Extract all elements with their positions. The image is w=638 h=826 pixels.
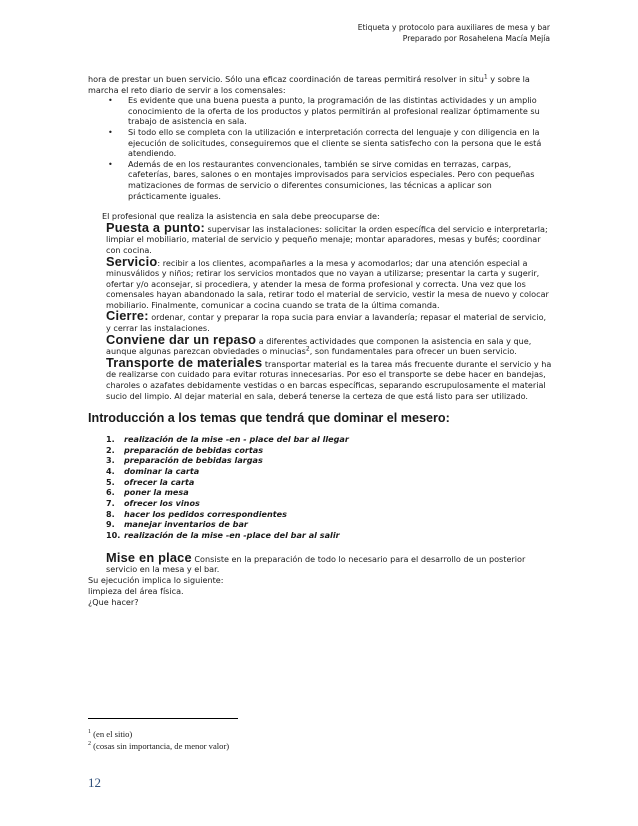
definition-cierre xyxy=(88,308,553,334)
term-description-cont: , son fundamentales para ofrecer un buen servicio. xyxy=(309,346,517,357)
term-heading: Puesta a punto: xyxy=(106,219,205,235)
footnote-2: $^2$ (cosas sin importancia, de menor valor) xyxy=(88,741,230,751)
footnote-separator xyxy=(88,718,238,719)
footnotes xyxy=(88,728,229,752)
intro-text-b: y sobre la marcha el reto diario de servir a los comensales: xyxy=(88,74,530,95)
term-heading: Servicio xyxy=(106,253,158,269)
header-title: Etiqueta y protocolo para auxiliares de mesa y bar xyxy=(357,23,550,32)
footnote-1: $^1$ (en el sitio) xyxy=(88,729,133,739)
bullet-list xyxy=(88,95,553,201)
page-number: 12 xyxy=(88,775,101,790)
lead-sentence: El profesional que realiza la asistencia en sala debe preocuparse de: xyxy=(102,211,380,222)
definition-repaso xyxy=(88,331,553,357)
section-heading: Introducción a los temas que tendrá que dominar el mesero: xyxy=(88,411,450,426)
footnote-ref-2: 2 xyxy=(305,345,310,353)
term-description: : recibir a los clientes, acompañarles a la mesa y acomodarlos; dar una atención especial a minusválidos y niños; retirar los servicios montados que no vayan a utilizarse; presentar la carta y sugerir, ofertar y/o aconsejar, si procediera, y atender la mesa de forma profesional y correcta. Una vez que los comensales hayan abandonado la sala, retirar todo el material de servicio, vestir la mesa de nuevo y colocar mobiliario. Finalmente, comunicar a cocina cuando se trata de la última comanda. xyxy=(106,257,549,310)
term-heading: Mise en place xyxy=(106,549,192,565)
definition-servicio xyxy=(88,253,553,311)
list-item: 3. preparación de bebidas largas xyxy=(106,455,263,466)
term-description: a diferentes actividades que componen la asistencia en sala y que, aunque algunas parezcan obviedades o minucias xyxy=(106,335,532,357)
term-description: Consiste en la preparación de todo lo necesario para el desarrollo de un posterior servicio en la mesa y el bar. xyxy=(106,553,526,575)
bullet-item: • Si todo ello se completa con la utilización e interpretación correcta del lenguaje y con diligencia en la ejecución de solicitudes, conseguiremos que el cliente se sienta satisfecho con la persona que le está atendiendo. xyxy=(108,127,553,159)
list-item: 8. hacer los pedidos correspondientes xyxy=(106,508,287,519)
topics-list xyxy=(106,434,553,541)
list-item: 10. realización de la mise -en -place del bar al salir xyxy=(106,530,340,541)
term-description: transportar material es la tarea más frecuente durante el servicio y ha de realizarse con cuidado para evitar roturas innecesarias. Por eso el transporte se debe hacer en bandejas, charoles o azafates debidamente vestidas o en barcas específicas, separando escrupulosamente el material sucio del limpio. Al dejar material en sala, deberá tenerse la certeza de que está listo para ser utilizado. xyxy=(106,358,552,401)
running-header xyxy=(358,22,550,44)
definition-puesta-a-punto xyxy=(88,219,553,256)
text-line: Su ejecución implica lo siguiente: xyxy=(88,575,224,586)
list-item: 5. ofrecer la carta xyxy=(106,476,195,487)
list-item: 1. realización de la mise -en - place del bar al llegar xyxy=(106,433,349,444)
bullet-item: • Es evidente que una buena puesta a punto, la programación de las distintas actividades y un amplio conocimiento de la oferta de los productos y platos permitirán al profesional realizar óptimamente su trabajo de asistencia en sala. xyxy=(108,95,553,127)
list-item: 7. ofrecer los vinos xyxy=(106,498,200,509)
footnote-ref-1: 1 xyxy=(483,73,488,81)
bullet-item: • Además de en los restaurantes convencionales, también se sirve comidas en terrazas, carpas, cafeterías, bares, salones o en montajes improvisados para servicios especiales. Pero con pequeñas matizaciones de formas de servicio o diferentes consumiciones, las técnicas a aplicar son prácticamente iguales. xyxy=(108,159,553,201)
term-heading: Conviene dar un repaso xyxy=(106,331,257,347)
list-item: 6. poner la mesa xyxy=(106,487,189,498)
term-description: supervisar las instalaciones: solicitar la orden específica del servicio e interpretarla; limpiar el mobiliario, material de servicio y pequeño menaje; montar aparadores, mesas y bufés; coordinar con cocina. xyxy=(106,223,548,255)
term-heading: Cierre: xyxy=(106,308,149,324)
list-item: 4. dominar la carta xyxy=(106,465,200,476)
intro-text-a: hora de prestar un buen servicio. Sólo una eficaz coordinación de tareas permitirá resolver in situ xyxy=(88,74,484,84)
definition-transporte xyxy=(88,354,553,401)
header-author: Preparado por Rosahelena Macía Mejía xyxy=(402,34,550,43)
page-body xyxy=(88,74,553,608)
text-line: limpieza del área física. xyxy=(88,586,184,597)
term-description: ordenar, contar y preparar la ropa sucia para enviar a lavandería; repasar el material de servicio, y cerrar las instalaciones. xyxy=(106,312,547,334)
closing-lines xyxy=(88,575,553,608)
text-line: ¿Que hacer? xyxy=(88,597,139,608)
intro-paragraph xyxy=(88,74,553,95)
term-heading: Transporte de materiales xyxy=(106,354,263,370)
definition-mise-en-place xyxy=(88,549,553,575)
list-item: 2. preparación de bebidas cortas xyxy=(106,444,264,455)
list-item: 9. manejar inventarios de bar xyxy=(106,519,248,530)
